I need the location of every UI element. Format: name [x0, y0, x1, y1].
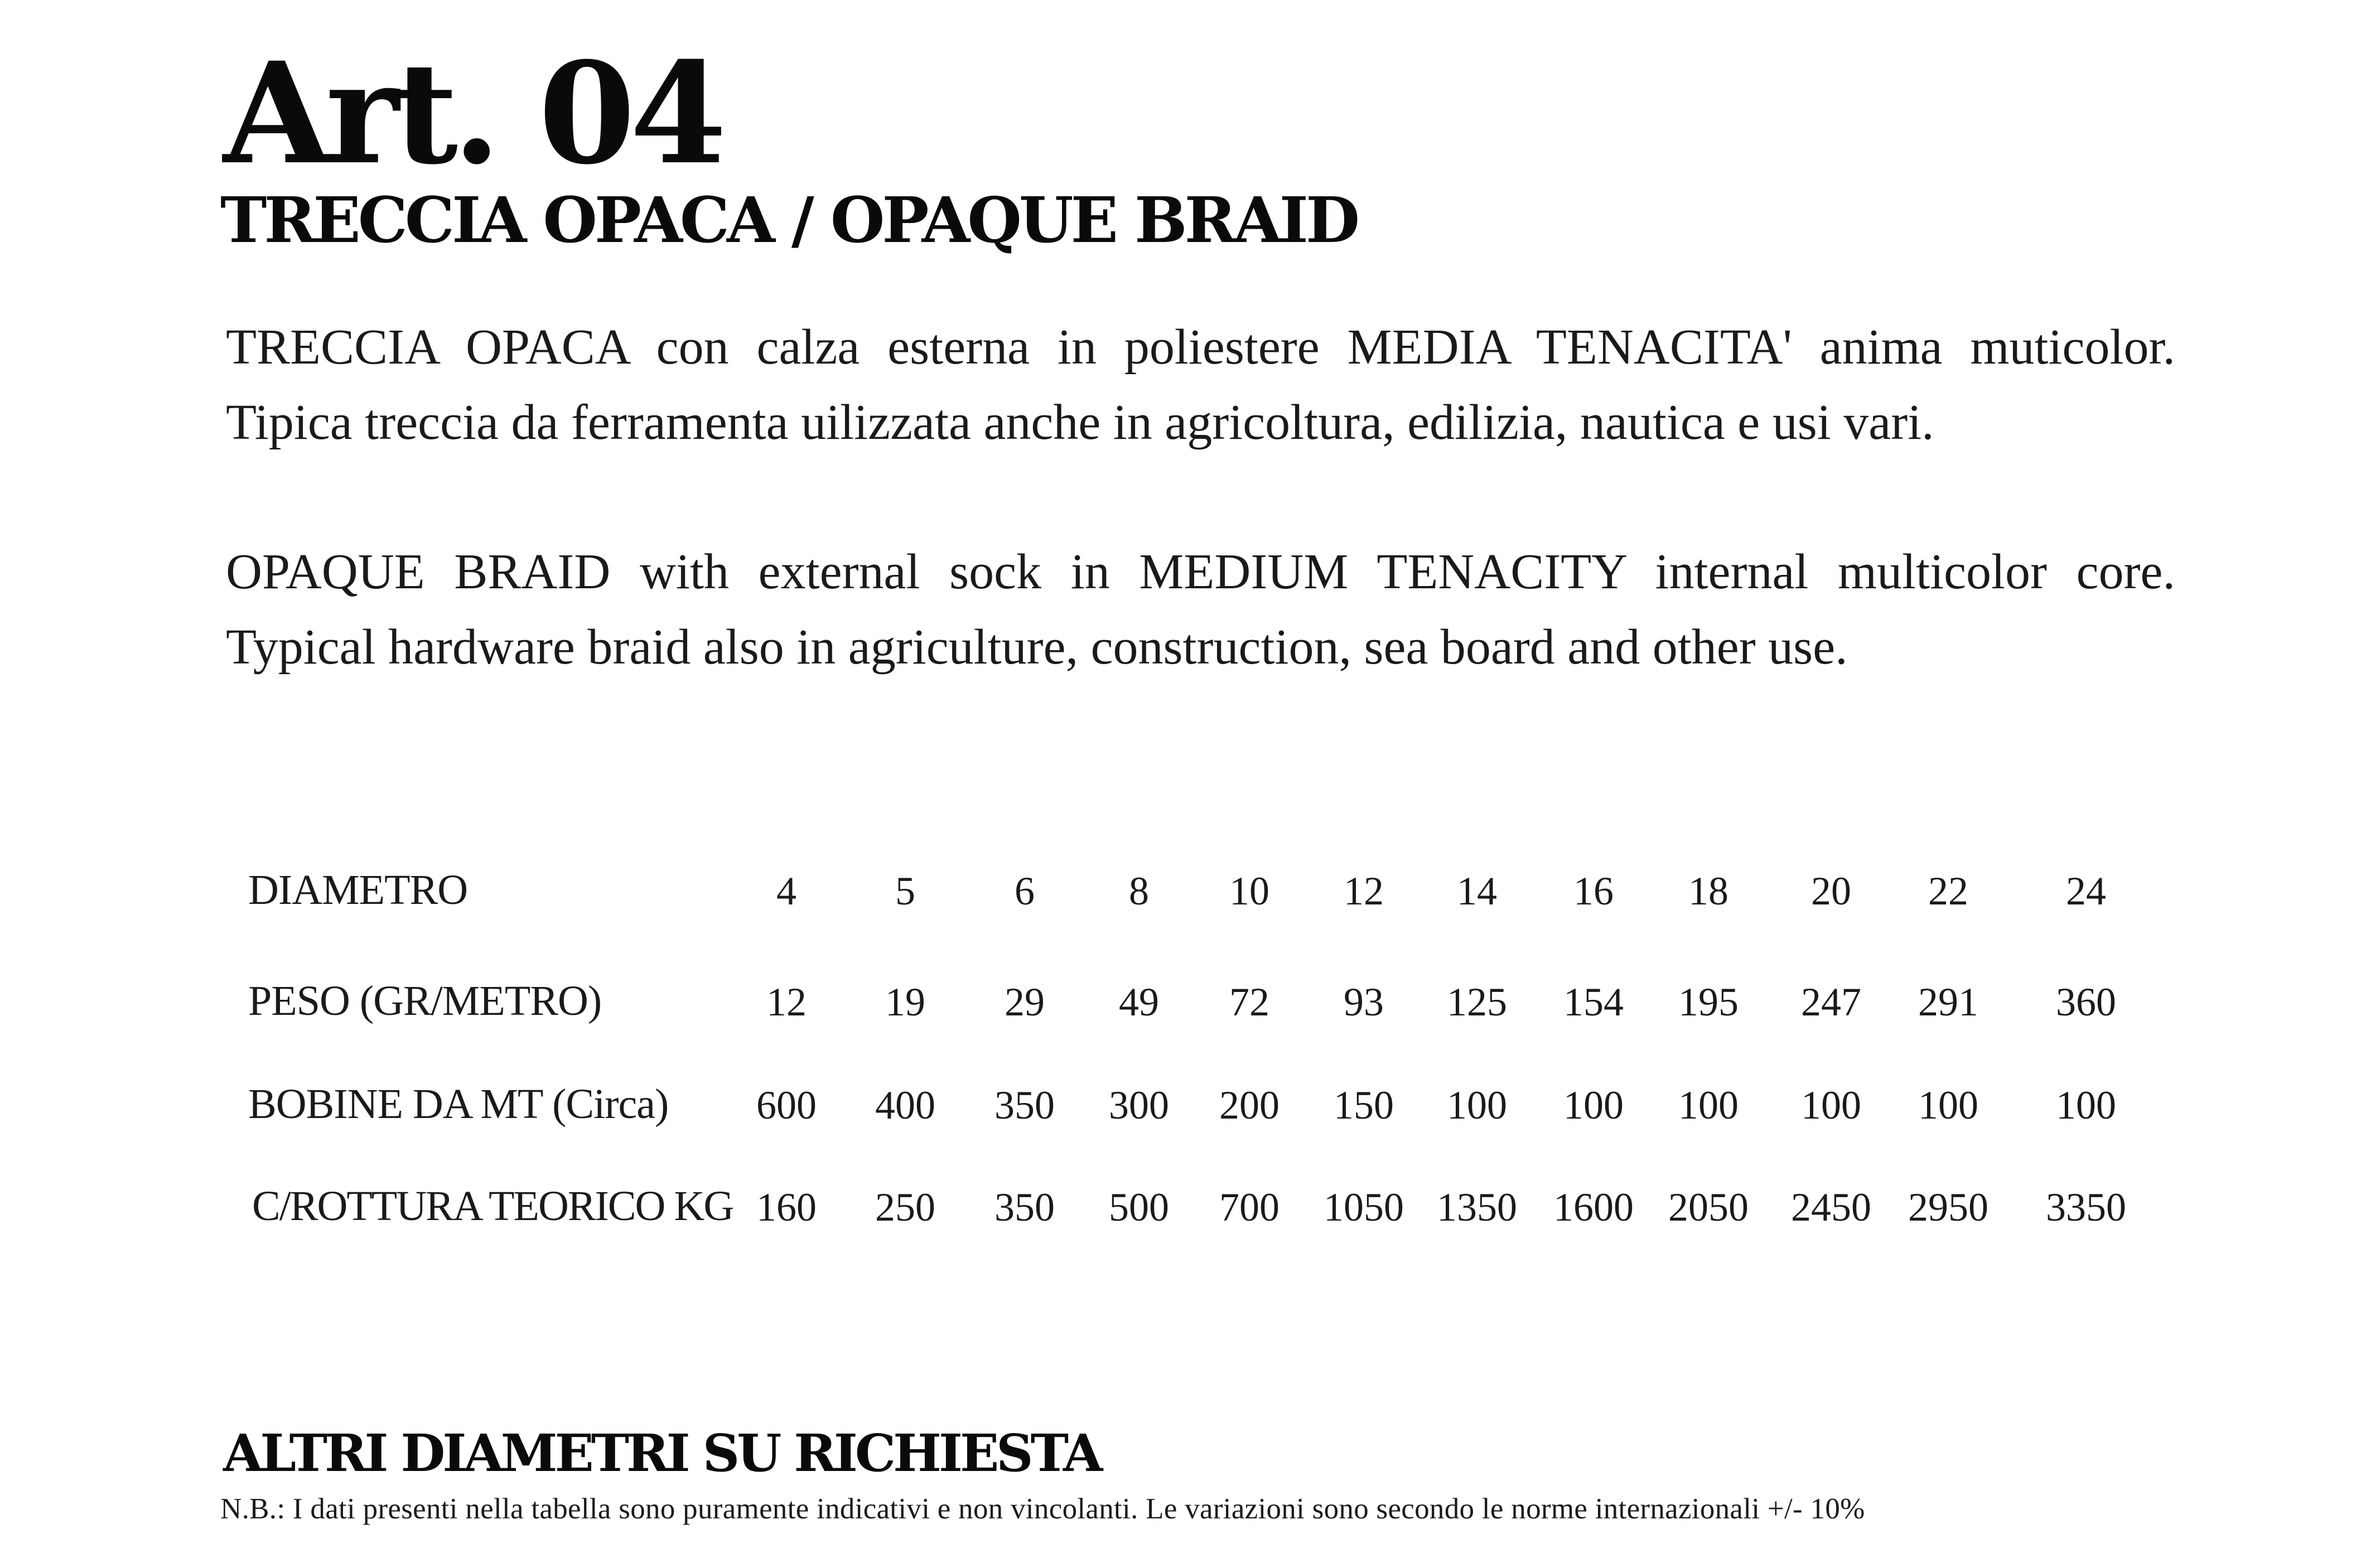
table-cell: 14: [1457, 869, 1497, 913]
table-cell: 154: [1563, 980, 1624, 1024]
table-cell: 5: [895, 869, 915, 913]
table-cell: 100: [2056, 1083, 2116, 1127]
table-cell: 24: [2066, 869, 2106, 913]
table-cell: 2950: [1908, 1185, 1988, 1230]
description-english-line: OPAQUE BRAID with external sock in MEDIUM TENACITY internal multicolor core.: [226, 544, 2175, 599]
table-cell: 22: [1928, 869, 1968, 913]
article-title: Art. 04: [223, 31, 722, 195]
table-cell: 291: [1918, 980, 1978, 1024]
table-cell: 195: [1678, 980, 1739, 1024]
table-cell: 1350: [1437, 1185, 1517, 1230]
table-cell: 160: [756, 1185, 817, 1230]
table-cell: 100: [1447, 1083, 1507, 1127]
table-cell: 100: [1918, 1083, 1978, 1127]
table-cell: 100: [1801, 1083, 1861, 1127]
table-cell: 72: [1229, 980, 1269, 1024]
table-cell: 350: [994, 1185, 1055, 1230]
table-cell: 1600: [1553, 1185, 1634, 1230]
table-cell: 20: [1811, 869, 1851, 913]
table-cell: 250: [875, 1185, 935, 1230]
row-label: DIAMETRO: [248, 867, 468, 913]
table-cell: 150: [1334, 1083, 1394, 1127]
table-cell: 125: [1447, 980, 1507, 1024]
table-cell: 2450: [1791, 1185, 1871, 1230]
table-cell: 19: [885, 980, 925, 1024]
table-cell: 12: [766, 980, 807, 1024]
table-row-bobine: [0, 1080, 2366, 1141]
footer-note: N.B.: I dati presenti nella tabella sono puramente indicativi e non vincolanti. Le variazioni sono secondo le norme internazionali +/- 10%: [220, 1493, 1865, 1525]
table-row-peso: [0, 977, 2366, 1038]
row-label: BOBINE DA MT (Circa): [248, 1081, 669, 1127]
table-cell: 93: [1344, 980, 1384, 1024]
table-row-rottura: [0, 1182, 2366, 1243]
description-english: [226, 534, 2175, 685]
table-cell: 6: [1015, 869, 1035, 913]
table-cell: 16: [1573, 869, 1614, 913]
table-cell: 49: [1119, 980, 1159, 1024]
table-cell: 200: [1219, 1083, 1279, 1127]
table-cell: 10: [1229, 869, 1269, 913]
description-italian-line: Tipica treccia da ferramenta uilizzata anche in agricoltura, edilizia, nautica e usi vari.: [226, 395, 1934, 450]
description-italian-line: TRECCIA OPACA con calza esterna in poliestere MEDIA TENACITA' anima muticolor.: [226, 320, 2175, 375]
row-label: C/ROTTURA TEORICO KG: [252, 1183, 733, 1230]
description-italian: [226, 309, 2175, 460]
table-cell: 400: [875, 1083, 935, 1127]
table-cell: 4: [776, 869, 796, 913]
row-label: PESO (GR/METRO): [248, 977, 602, 1024]
table-cell: 1050: [1324, 1185, 1404, 1230]
table-cell: 29: [1005, 980, 1045, 1024]
table-cell: 3350: [2046, 1185, 2126, 1230]
table-cell: 700: [1219, 1185, 1279, 1230]
table-cell: 500: [1109, 1185, 1169, 1230]
table-cell: 247: [1801, 980, 1861, 1024]
table-cell: 600: [756, 1083, 817, 1127]
description-english-line: Typical hardware braid also in agriculture, construction, sea board and other use.: [226, 620, 1848, 675]
table-cell: 12: [1344, 869, 1384, 913]
table-cell: 350: [994, 1083, 1055, 1127]
product-subtitle: TRECCIA OPACA / OPAQUE BRAID: [220, 184, 1358, 257]
table-cell: 8: [1129, 869, 1149, 913]
table-cell: 100: [1563, 1083, 1624, 1127]
table-row-diametro: [0, 866, 2366, 927]
table-cell: 300: [1109, 1083, 1169, 1127]
table-cell: 18: [1688, 869, 1728, 913]
footer-title: ALTRI DIAMETRI SU RICHIESTA: [223, 1423, 1100, 1483]
table-cell: 100: [1678, 1083, 1739, 1127]
table-cell: 360: [2056, 980, 2116, 1024]
table-cell: 2050: [1668, 1185, 1749, 1230]
